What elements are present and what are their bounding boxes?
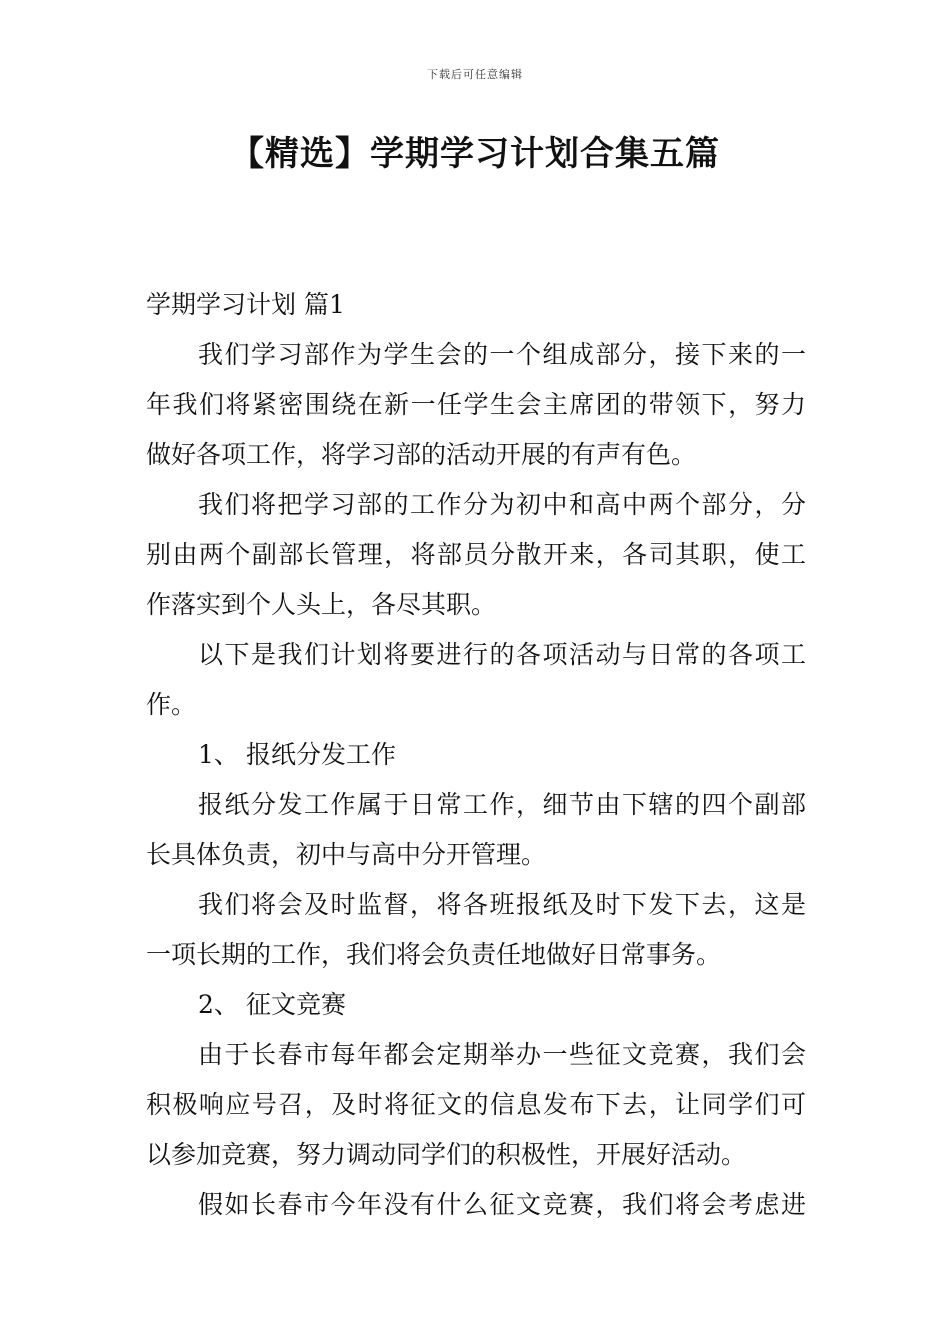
header-note: 下载后可任意编辑 — [427, 68, 523, 81]
paragraph-line: 我们将把学习部的工作分为初中和高中两个部分，分 — [198, 490, 806, 519]
paragraph-4 — [146, 780, 806, 880]
paragraph-line: 积极响应号召，及时将征文的信息发布下去，让同学们可 — [146, 1090, 806, 1119]
paragraph-line: 一项长期的工作，我们将会负责任地做好日常事务。 — [146, 940, 722, 969]
paragraph-5 — [146, 880, 806, 980]
paragraph-line: 做好各项工作，将学习部的活动开展的有声有色。 — [146, 440, 697, 469]
section-heading: 学期学习计划 篇1 — [146, 290, 345, 319]
paragraph-line: 作落实到个人头上，各尽其职。 — [146, 590, 497, 619]
paragraph-line: 报纸分发工作属于日常工作，细节由下辖的四个副部 — [198, 790, 806, 819]
paragraph-line: 我们学习部作为学生会的一个组成部分，接下来的一 — [198, 340, 806, 369]
document-body — [146, 280, 806, 1230]
paragraph-3 — [146, 630, 806, 730]
paragraph-6 — [146, 1030, 806, 1180]
paragraph-line: 作。 — [146, 690, 197, 719]
paragraph-line: 别由两个副部长管理，将部员分散开来，各司其职，使工 — [146, 540, 806, 569]
list-item-label: 征文竞赛 — [246, 990, 347, 1019]
paragraph-7 — [146, 1180, 806, 1230]
paragraph-line: 以下是我们计划将要进行的各项活动与日常的各项工 — [198, 640, 806, 669]
list-item-2 — [146, 980, 806, 1030]
list-item-label: 报纸分发工作 — [246, 740, 397, 769]
paragraph-line: 假如长春市今年没有什么征文竞赛，我们将会考虑进 — [198, 1190, 806, 1219]
paragraph-line: 年我们将紧密围绕在新一任学生会主席团的带领下，努力 — [146, 390, 806, 419]
list-item-1 — [146, 730, 806, 780]
paragraph-line: 长具体负责，初中与高中分开管理。 — [146, 840, 547, 869]
paragraph-line: 我们将会及时监督，将各班报纸及时下发下去，这是 — [198, 890, 806, 919]
paragraph-line: 以参加竞赛，努力调动同学们的积极性，开展好活动。 — [146, 1140, 747, 1169]
list-item-number: 2、 — [198, 990, 239, 1019]
paragraph-line: 由于长春市每年都会定期举办一些征文竞赛，我们会 — [198, 1040, 806, 1069]
list-item-number: 1、 — [198, 740, 239, 769]
paragraph-1 — [146, 330, 806, 480]
paragraph-2 — [146, 480, 806, 630]
document-title: 【精选】学期学习计划合集五篇 — [230, 134, 720, 174]
